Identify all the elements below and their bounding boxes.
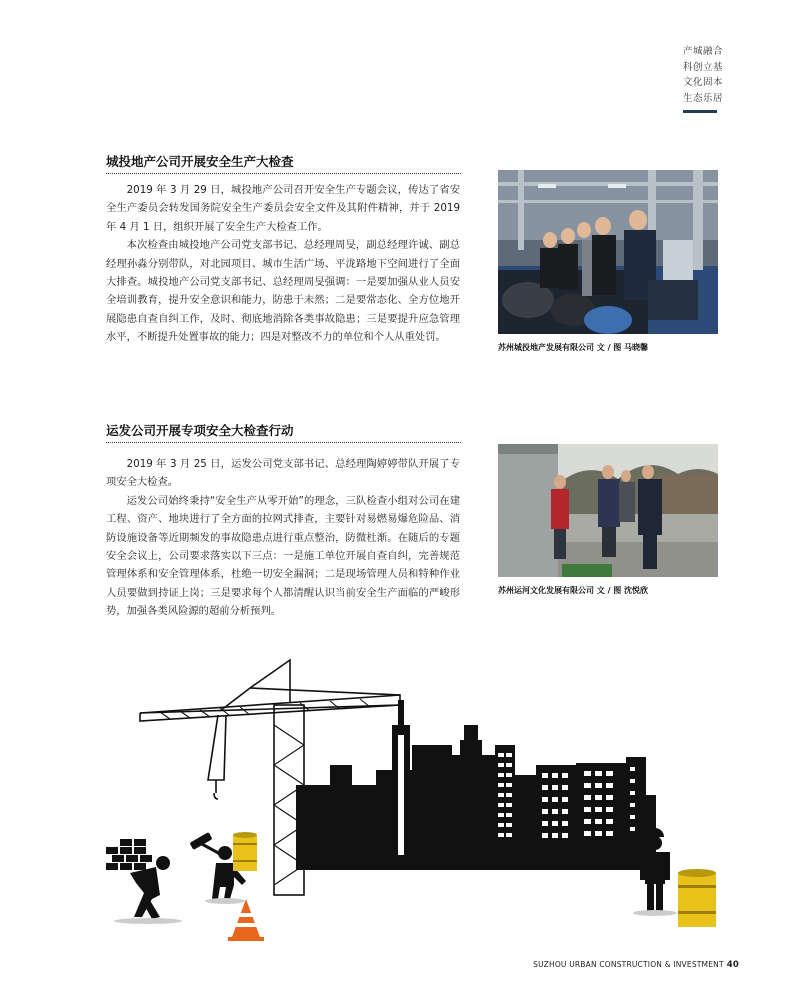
article1-body	[106, 181, 460, 347]
yellow-barrel-icon	[233, 832, 257, 871]
motto-accent-bar	[683, 110, 717, 113]
article1-title: 城投地产公司开展安全生产大检查	[106, 154, 294, 169]
motto-line: 产城融合	[683, 46, 724, 57]
article1-paragraph: 2019 年 3 月 29 日，城投地产公司召开安全生产专题会议，传达了省安全生产委员会转发国务院安全生产委员会安全文件及其附件精神，并于 2019 年 4 月 1 日，组织开展了安全生产大检查工作。	[106, 184, 460, 233]
motto-line: 科创立基	[683, 61, 724, 73]
motto-line: 文化固本	[683, 77, 724, 88]
footer-publication-name: SUZHOU URBAN CONSTRUCTION & INVESTMENT	[533, 960, 724, 969]
article2-photo-caption: 苏州运河文化发展有限公司 文 / 图 沈悦欣	[498, 586, 649, 595]
yellow-barrel-icon	[678, 869, 716, 927]
article2-body	[106, 455, 460, 621]
traffic-cone-icon	[228, 899, 264, 941]
article1-paragraph: 本次检查由城投地产公司党支部书记、总经理周旻，副总经理许诚、副总经理孙淼分别带队，对北园项目、城市生活广场、平泷路地下空间进行了全面大排查。城投地产公司党支部书记、总经理周旻强调：一是要加强从业人员安全培训教育，提升安全意识和能力，防患于未然；二是要常态化、全方位地开展隐患自查自纠工作，及时、彻底地消除各类事故隐患；三是要提升应急管理水平，不断提升处置事故的能力；四是对整改不力的单位和个人从重处罚。	[106, 239, 460, 344]
page-number: 40	[726, 960, 739, 970]
construction-safety-illustration	[100, 655, 730, 945]
article2-divider	[106, 442, 461, 443]
city-skyline-icon	[296, 700, 658, 870]
article1-divider	[106, 173, 461, 174]
site-inspection-image	[498, 444, 718, 577]
worker-carrying-bricks-icon	[106, 839, 182, 924]
motto-line: 生态乐居	[683, 92, 724, 104]
article1-photo	[498, 170, 718, 334]
article1-photo-caption: 苏州城投地产发展有限公司 文 / 图 马晓馨	[498, 343, 649, 352]
article2-photo	[498, 444, 718, 577]
motto-block	[683, 44, 743, 106]
parking-garage-inspection-image	[498, 170, 718, 334]
page-footer	[533, 960, 739, 970]
article2-paragraph: 2019 年 3 月 25 日，运发公司党支部书记、总经理陶婷婷带队开展了专项安全大检查。	[106, 458, 460, 489]
article2-paragraph: 运发公司始终秉持“安全生产从零开始”的理念，三队检查小组对公司在建工程、资产、地块进行了全方面的拉网式排查，主要针对易燃易爆危险品、消防设施设备等近期频发的事故隐患点进行重点整治，防微杜渐。在随后的专题安全会议上，公司要求落实以下三点：一是施工单位开展自查自纠，完善规范管理体系和安全管理体系，杜绝一切安全漏洞；二是现场管理人员和特种作业人员要做到持证上岗；三是要求每个人都清醒认识当前安全生产面临的严峻形势，加强各类风险源的超前分析预判。	[106, 494, 460, 618]
article2-title: 运发公司开展专项安全大检查行动	[106, 423, 294, 438]
